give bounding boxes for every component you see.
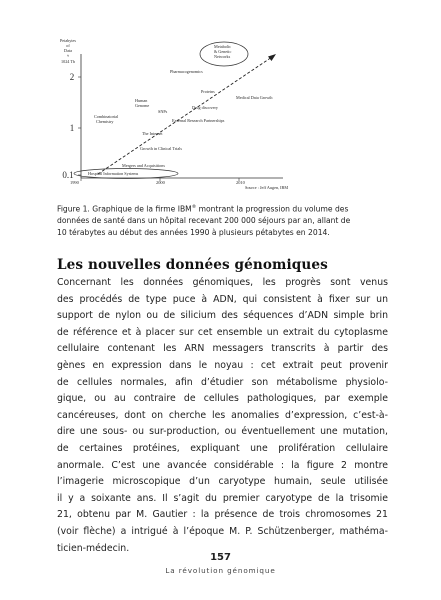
body-line: 21, obtenu par M. Gautier : la présence de trois chromosomes 21: [57, 509, 388, 521]
body-line: (voir flèche) a intrigué à l’époque M. P. Schützenberger, mathéma-: [57, 525, 388, 537]
growth-trend-line: [98, 57, 272, 174]
body-line: cellulaire contenant les ARN messagers transcrits à partir des: [57, 343, 388, 355]
caption-line-1-rest: montrant la progression du volume des: [196, 204, 349, 214]
y-axis-title-line: ≈: [66, 53, 70, 58]
section-heading: Les nouvelles données génomiques: [57, 257, 328, 273]
annotation-clinical: Growth in Clinical Trials: [140, 146, 182, 151]
body-line: support de nylon ou de silicium des séquences d’ADN simple brin: [57, 310, 388, 322]
annotation-metabolic: Networks: [214, 54, 231, 59]
annotation-genome: Human: [135, 98, 148, 103]
body-line: gènes en expression dans le noyau : cet extrait peut provenir: [57, 359, 388, 371]
annotation-metabolic: Metabolic: [214, 44, 231, 49]
arrowhead-icon: [268, 54, 276, 61]
caption-prefix: Figure 1. Graphique de la firme IBM: [57, 204, 192, 214]
body-line: anormale. C’est une avancée considérable : la figure 2 montre: [57, 459, 388, 471]
annotation-medical: Medical Data Growth: [236, 95, 273, 100]
body-line: il y a soixante ans. Il s’agit du premier caryotype de la trisomie: [57, 492, 388, 504]
x-tick-label: 2010: [236, 180, 245, 185]
annotation-mergers: Mergers and Acquisitions: [122, 163, 165, 168]
caption-line: 10 térabytes au début des années 1990 à plusieurs pétabytes en 2014.: [57, 227, 330, 237]
running-title: La révolution génomique: [165, 566, 276, 575]
annotation-pharmacogenomics: Pharmacogenomics: [170, 69, 203, 74]
annotation-snps: SNPs: [158, 109, 168, 114]
y-axis-title-line: of: [66, 43, 70, 48]
annotation-internet: The Internet: [142, 131, 163, 136]
body-text: [57, 275, 388, 557]
y-axis-title-line: Data: [64, 48, 72, 53]
annotation-drug: Drug discovery: [192, 105, 218, 110]
annotation-genome: Genome: [135, 103, 150, 108]
ibm-data-growth-figure: [58, 36, 298, 198]
y-tick-label: 2: [69, 72, 75, 82]
page-number: 157: [210, 552, 231, 563]
y-tick-label: 1: [69, 123, 75, 133]
annotation-his: Hospital Information Systems: [88, 171, 139, 176]
x-tick-label: 2000: [156, 180, 165, 185]
body-line: ticien-médecin.: [57, 542, 130, 554]
annotation-combinatorial: Chemistry: [96, 119, 114, 124]
body-line: l’imagerie microscopique d’un caryotype humain, seule utilisée: [57, 476, 388, 488]
annotation-external: External Research Partnerships: [172, 118, 225, 123]
body-line: de référence et à placer sur cet ensemble un extrait du cytoplasme: [57, 326, 388, 338]
data-growth-diagram: [58, 36, 298, 198]
body-line: des procédés de type puce à ADN, qui consistent à fixer sur un: [57, 293, 388, 305]
annotation-combinatorial: Combinatorial: [94, 114, 119, 119]
annotation-metabolic: & Genetic: [214, 49, 232, 54]
y-axis-title-line: Petabytes: [59, 38, 77, 43]
registered-mark: ®: [191, 205, 197, 210]
body-line: Concernant les données génomiques, les progrès sont venus: [57, 277, 388, 288]
figure-caption: [57, 202, 387, 238]
body-line: gique, ou au contraire de cellules pathologiques, par exemple: [57, 393, 388, 405]
body-line: dire une sous- ou sur-production, ou éventuellement une mutation,: [57, 426, 388, 438]
annotation-proteins: Proteins: [201, 89, 215, 94]
caption-line: données de santé dans un hôpital recevant 200 000 séjours par an, allant de: [57, 216, 351, 226]
body-line: cancéreuses, dont on cherche les anomalies d’expression, c’est-à-: [57, 409, 388, 421]
figure-source: Source : Jeff Augen, IBM: [245, 185, 289, 190]
body-line: de certaines protéines, expliquant une prolifération cellulaire: [57, 442, 388, 454]
caption-line: [57, 202, 387, 215]
body-line: de cellules normales, afin d’étudier son métabolisme physiolo-: [57, 376, 388, 388]
y-tick-label: 0.1: [62, 170, 74, 180]
x-tick-label: 1990: [70, 180, 79, 185]
y-axis-title-line: 1024 Tb: [61, 59, 75, 64]
